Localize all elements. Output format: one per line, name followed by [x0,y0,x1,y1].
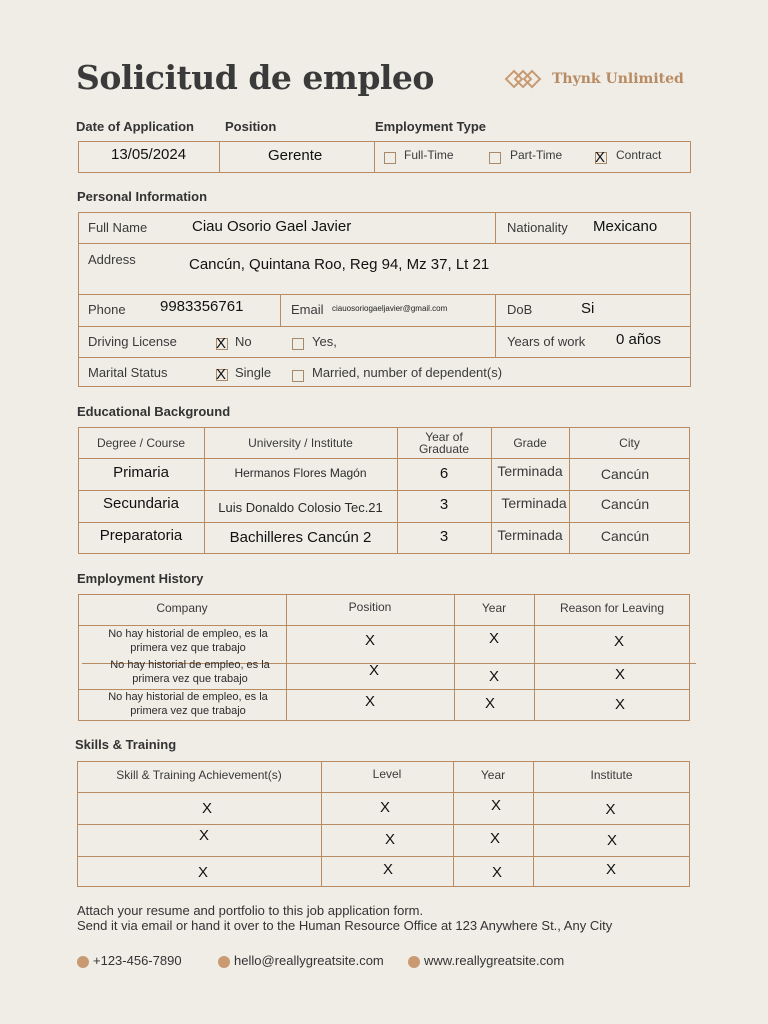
edu-cell: Cancún [600,496,650,512]
contract-checkbox[interactable] [595,149,607,167]
skills-cell: X [198,826,209,844]
emp-header-year: Year [481,601,507,615]
personal-heading: Personal Information [77,189,208,204]
phone-icon [77,956,89,968]
skills-cell: X [382,860,393,878]
edu-cell: 6 [439,464,449,482]
checkbox[interactable] [216,334,228,352]
divider [495,294,496,358]
emp-cell: X [614,665,625,683]
edu-cell: Secundaria [103,495,179,512]
nationality-label: Nationality [507,220,568,235]
skills-cell: X [489,829,500,847]
emp-header-position: Position [348,600,392,614]
skills-header-year: Year [480,767,506,782]
skills-cell: X [606,831,617,849]
parttime-checkbox[interactable] [489,149,501,167]
page-title: Solicitud de empleo [76,58,434,97]
checkbox[interactable] [489,152,501,164]
globe-icon [408,956,420,968]
checkbox[interactable] [384,152,396,164]
nationality-value[interactable]: Mexicano [593,218,658,235]
fulltime-label: Full-Time [404,148,454,162]
phone-value[interactable]: 9983356761 [160,298,244,315]
divider [78,294,691,295]
skills-header-institute: Institute [590,767,633,782]
emp-cell: X [364,692,375,710]
date-value[interactable]: 13/05/2024 [111,146,187,163]
footer-email[interactable] [218,953,384,968]
fulltime-checkbox[interactable] [384,149,396,167]
marital-label: Marital Status [88,365,168,380]
edu-cell: Terminada [501,495,567,511]
married-checkbox[interactable] [292,367,304,385]
years-value[interactable]: 0 años [616,331,662,348]
skills-cell: X [384,830,395,848]
single-label: Single [235,365,272,380]
emp-cell: X [368,661,379,679]
emp-cell: No hay historial de empleo, es la primera vez que trabajo [110,659,270,685]
edu-header-degree: Degree / Course [96,435,186,450]
divider [77,792,690,793]
divider [78,326,691,327]
skills-header-achievement: Skill & Training Achievement(s) [116,767,282,782]
emp-cell: No hay historial de empleo, es la primera vez que trabajo [108,691,268,717]
edu-header-grade: Grade [513,435,547,450]
footer-phone[interactable] [77,953,182,968]
email-icon [218,956,230,968]
driving-yes-label: Yes, [312,334,337,349]
check-mark: X [595,148,606,166]
checkbox[interactable] [292,338,304,350]
skills-cell: X [605,860,616,878]
edu-header-university: University / Institute [248,435,353,450]
email-value[interactable]: ciauosoriogaeljavier@gmail.com [332,304,448,313]
driving-no-label: No [235,334,252,349]
edu-cell: Hermanos Flores Magón [234,466,367,480]
phone-label: Phone [88,302,126,317]
years-label: Years of work [507,334,586,349]
employment-heading: Employment History [77,571,204,586]
fullname-label: Full Name [88,220,148,235]
divider [374,141,375,173]
dob-label: DoB [507,302,533,317]
brand-logo-icon [504,66,542,92]
skills-header-level: Level [372,766,402,781]
address-label: Address [88,252,136,267]
check-mark: X [216,365,227,383]
emp-cell: X [364,631,375,649]
emp-cell: X [484,694,495,712]
position-label: Position [225,119,277,134]
emp-header-company: Company [156,601,208,615]
married-label: Married, number of dependent(s) [312,365,503,380]
fullname-value[interactable]: Ciau Osorio Gael Javier [192,218,352,235]
footer-web-text: www.reallygreatsite.com [424,953,565,968]
check-mark: X [216,334,227,352]
divider [495,212,496,244]
checkbox[interactable] [292,370,304,382]
edu-cell: 3 [439,527,449,545]
emp-cell: X [488,629,499,647]
brand-name: Thynk Unlimited [552,71,684,87]
driving-label: Driving License [88,334,177,349]
skills-cell: X [490,796,501,814]
position-value[interactable]: Gerente [268,147,323,164]
divider [219,141,220,173]
brand [504,66,684,92]
checkbox[interactable] [595,148,607,166]
date-label: Date of Application [76,119,194,134]
edu-cell: Preparatoria [99,526,183,544]
address-value[interactable]: Cancún, Quintana Roo, Reg 94, Mz 37, Lt 21 [189,256,490,273]
emp-header-reason: Reason for Leaving [559,601,665,615]
skills-heading: Skills & Training [75,737,177,752]
parttime-label: Part-Time [510,148,563,162]
edu-cell: Bachilleres Cancún 2 [229,528,372,546]
skills-cell: X [491,863,502,881]
driving-yes-checkbox[interactable] [292,335,304,353]
emp-cell: No hay historial de empleo, es la primera vez que trabajo [108,628,268,654]
skills-cell: X [605,800,616,818]
skills-cell: X [201,799,212,817]
driving-no-checkbox[interactable] [216,335,228,353]
footer-phone-text: +123-456-7890 [93,953,182,968]
emp-cell: X [614,695,625,713]
emp-cell: X [488,667,499,685]
footer-email-text: hello@reallygreatsite.com [234,953,384,968]
edu-cell: Cancún [600,528,650,544]
employment-type-label: Employment Type [375,119,487,134]
education-heading: Educational Background [77,404,231,419]
single-checkbox[interactable] [216,366,228,384]
contract-label: Contract [616,148,662,162]
edu-header-year: Year of Graduate [418,429,470,456]
divider [280,294,281,327]
footer-line1: Attach your resume and portfolio to this job application form. [77,903,424,918]
emp-cell: X [613,632,624,650]
skills-cell: X [379,798,390,816]
edu-cell: Cancún [600,466,650,482]
footer-web[interactable] [408,953,564,968]
footer-line2: Send it via email or hand it over to the Human Resource Office at 123 Anywhere St., Any City [77,918,613,933]
dob-value[interactable]: Si [581,300,595,317]
skills-cell: X [197,863,208,881]
edu-header-city: City [619,435,640,450]
edu-cell: Terminada [497,527,563,543]
edu-cell: Primaria [113,463,169,481]
edu-cell: Luis Donaldo Colosio Tec.21 [218,499,383,515]
checkbox[interactable] [216,365,228,383]
edu-cell: 3 [439,495,449,513]
email-label: Email [291,302,324,317]
divider [78,243,691,244]
edu-cell: Terminada [497,463,563,479]
divider [78,357,691,358]
